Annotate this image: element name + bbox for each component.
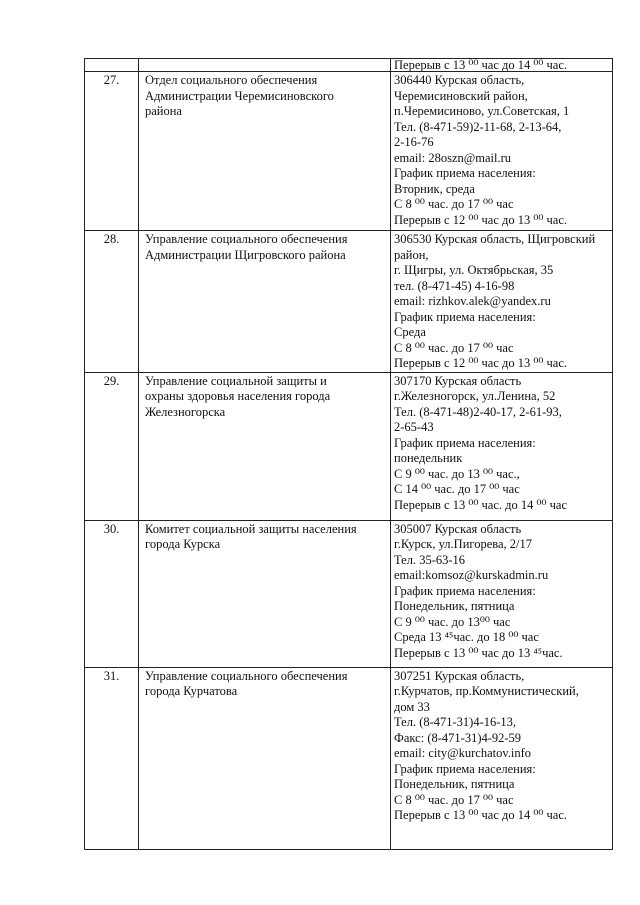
info-line: График приема населения: <box>394 309 536 324</box>
info-cell <box>391 72 613 231</box>
office-name-line: города Курска <box>145 537 221 551</box>
table-row <box>85 372 613 520</box>
number-cell: 31. <box>85 667 139 849</box>
office-name-line: Железногорска <box>145 404 226 419</box>
name-cell <box>139 667 391 849</box>
number-cell: 30. <box>85 520 139 667</box>
office-name-line: Отдел социального обеспечения <box>145 73 318 87</box>
info-line: Перерыв с 13 ⁰⁰ час до 14 ⁰⁰ час. <box>394 58 568 72</box>
info-line: Перерыв с 12 ⁰⁰ час до 13 ⁰⁰ час. <box>394 356 568 370</box>
info-line: Тел. (8-471-59)2-11-68, 2-13-64, <box>394 119 562 134</box>
info-line: С 9 ⁰⁰ час. до 13 ⁰⁰ час., <box>394 466 520 481</box>
info-cell <box>391 231 613 373</box>
name-cell <box>139 59 391 72</box>
info-line: График приема населения: <box>394 166 536 180</box>
info-cell <box>391 59 613 72</box>
office-name-line: Комитет социальной защиты населения <box>145 521 357 536</box>
info-line: С 14 ⁰⁰ час. до 17 ⁰⁰ час <box>394 482 520 496</box>
table-row <box>85 231 613 373</box>
name-cell <box>139 372 391 520</box>
info-line: г.Железногорск, ул.Ленина, 52 <box>394 389 556 403</box>
info-line: Тел. 35-63-16 <box>394 552 466 567</box>
info-line: С 9 ⁰⁰ час. до 13⁰⁰ час <box>394 614 511 629</box>
office-name-line: Управление социального обеспечения <box>145 232 348 246</box>
info-line: 307170 Курская область <box>394 373 522 388</box>
info-line: email: 28oszn@mail.ru <box>394 150 512 165</box>
info-line: район, <box>394 247 429 262</box>
info-line: email:komsoz@kurskadmin.ru <box>394 568 549 582</box>
info-line: г.Курчатов, пр.Коммунистический, <box>394 684 579 698</box>
info-line: email: city@kurchatov.info <box>394 746 532 760</box>
office-name-line: города Курчатова <box>145 684 238 698</box>
name-cell <box>139 520 391 667</box>
office-name-line: Администрации Щигровского района <box>145 247 346 262</box>
info-line: тел. (8-471-45) 4-16-98 <box>394 278 515 293</box>
info-cell <box>391 520 613 667</box>
info-line: 306440 Курская область, <box>394 73 525 87</box>
info-line: График приема населения: <box>394 583 536 598</box>
table-row <box>85 72 613 231</box>
office-name-line: Управление социального обеспечения <box>145 668 348 683</box>
info-line: 305007 Курская область <box>394 521 522 536</box>
info-line: 2-65-43 <box>394 420 434 434</box>
info-line: С 8 ⁰⁰ час. до 17 ⁰⁰ час <box>394 792 514 807</box>
info-line: понедельник <box>394 451 463 465</box>
info-line: Перерыв с 13 ⁰⁰ час до 13 ⁴⁵час. <box>394 645 563 660</box>
info-line: График приема населения: <box>394 435 536 450</box>
name-cell <box>139 72 391 231</box>
number-cell: 29. <box>85 372 139 520</box>
info-line: п.Черемисиново, ул.Советская, 1 <box>394 104 570 118</box>
info-line: г.Курск, ул.Пигорева, 2/17 <box>394 537 533 551</box>
info-line: 307251 Курская область, <box>394 668 525 683</box>
table-row <box>85 520 613 667</box>
info-cell <box>391 372 613 520</box>
info-line: Понедельник, пятница <box>394 777 515 791</box>
info-line: График приема населения: <box>394 761 536 776</box>
info-line: 306530 Курская область, Щигровский <box>394 232 596 246</box>
office-name-line: Администрации Черемисиновского <box>145 88 334 103</box>
name-cell <box>139 231 391 373</box>
info-line: Вторник, среда <box>394 181 475 196</box>
info-line: Среда 13 ⁴⁵час. до 18 ⁰⁰ час <box>394 630 539 644</box>
office-name-line: охраны здоровья населения города <box>145 389 331 403</box>
table-row <box>85 667 613 849</box>
info-cell <box>391 667 613 849</box>
info-line: С 8 ⁰⁰ час. до 17 ⁰⁰ час <box>394 340 514 355</box>
table-row-continuation <box>85 59 613 72</box>
number-cell: 28. <box>85 231 139 373</box>
info-line: С 8 ⁰⁰ час. до 17 ⁰⁰ час <box>394 197 514 211</box>
info-line: г. Щигры, ул. Октябрьская, 35 <box>394 263 554 277</box>
info-line: 2-16-76 <box>394 135 434 149</box>
office-name-line: района <box>145 104 182 118</box>
office-name-line: Управление социальной защиты и <box>145 373 327 388</box>
number-cell: 27. <box>85 72 139 231</box>
info-line: Тел. (8-471-31)4-16-13, <box>394 715 517 729</box>
info-line: Перерыв с 13 ⁰⁰ час до 14 ⁰⁰ час. <box>394 808 568 822</box>
number-cell <box>85 59 139 72</box>
info-line: Среда <box>394 325 426 339</box>
offices-table <box>84 58 613 850</box>
info-line: Тел. (8-471-48)2-40-17, 2-61-93, <box>394 404 562 419</box>
info-line: Перерыв с 12 ⁰⁰ час до 13 ⁰⁰ час. <box>394 212 568 227</box>
info-line: Факс: (8-471-31)4-92-59 <box>394 730 522 745</box>
info-line: Черемисиновский район, <box>394 88 528 103</box>
info-line: дом 33 <box>394 699 430 714</box>
info-line: Перерыв с 13 ⁰⁰ час. до 14 ⁰⁰ час <box>394 497 568 512</box>
info-line: email: rizhkov.alek@yandex.ru <box>394 294 551 308</box>
info-line: Понедельник, пятница <box>394 599 515 613</box>
